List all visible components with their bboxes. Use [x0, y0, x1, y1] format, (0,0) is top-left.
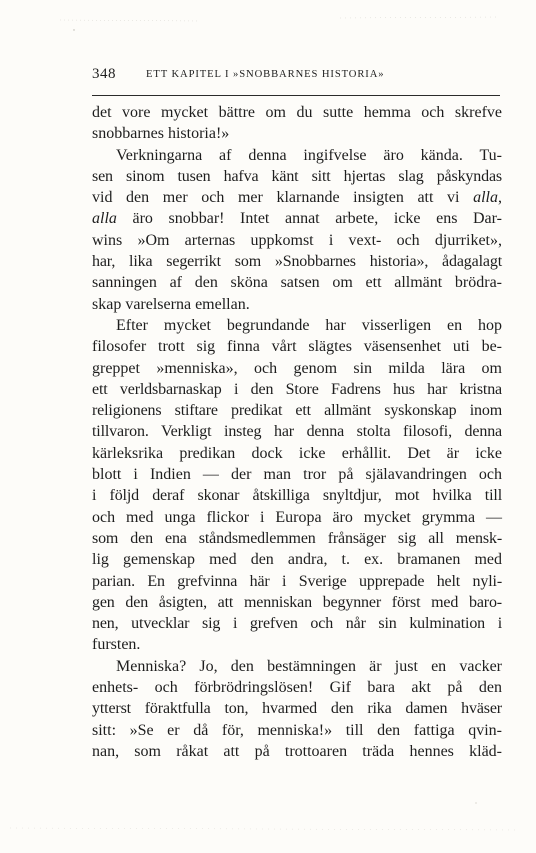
text-line: nen, utvecklar sig i grefven och når sin kulmination i [92, 615, 502, 633]
running-head: ETT KAPITEL I »SNOBBARNES HISTORIA» [146, 69, 385, 80]
text-line [92, 187, 502, 208]
text-line: skap varelserna emellan. [92, 295, 250, 313]
text-line: gen den åsigten, att menniskan begynner först med baro- [92, 593, 502, 611]
paragraph-first-line: Verkningarna af denna ingifvelse äro kända. Tu- [116, 146, 502, 164]
text-line: ytterst föraktfulla ton, hvarmed den rika damen hväser [92, 700, 502, 718]
text-line: alla äro snobbar! Intet annat arbete, icke ens Dar- [92, 210, 502, 228]
text-line: greppet »menniska», och genom sin milda lära om [92, 359, 502, 377]
text-line: fursten. [92, 636, 141, 654]
text-line: och med unga flickor i Europa äro mycket grymma — [92, 508, 502, 526]
text-line: tillvaron. Verkligt insteg har denna stolta filosofi, denna [92, 423, 502, 441]
paragraph-first-line: Efter mycket begrundande har visserligen en hop [116, 316, 502, 334]
text-line: som den ena ståndsmedlemmen frånsäger sig all mensk- [92, 529, 502, 547]
text-line: filosofer trott sig finna vårt slägtes väsensenhet uti be- [92, 338, 502, 356]
text-line: nan, som råkat att på trottoaren träda hennes kläd- [92, 742, 502, 760]
text-line: blott i Indien — der man tror på själavandringen och [92, 466, 502, 484]
page-header [92, 68, 504, 86]
text-line: ett verldsbarnaskap i den Store Fadrens hus har kristna [92, 380, 502, 398]
text-line: lig gemenskap med den andra, t. ex. bramanen med [92, 551, 502, 569]
text-line: det vore mycket bättre om du sutte hemma och skrefve [92, 104, 502, 121]
text-line: religionens stiftare predikat ett allmänt syskonskap inom [92, 402, 502, 420]
header-rule [92, 95, 500, 96]
emphasis: alla [473, 189, 498, 207]
text-line: sen sinom tusen hafva känt sitt hjertas slag påskyndas [92, 167, 502, 185]
text-line: snobbarnes historia!» [92, 125, 230, 143]
page-number: 348 [92, 66, 116, 82]
text-fragment: vid den mer och mer klarnande insigten att vi alla, [92, 189, 502, 207]
text-line: parian. En grefvinna här i Sverige upprepade helt nyli- [92, 572, 502, 590]
text-line: wins »Om arternas uppkomst i vext- och djurriket», [92, 231, 502, 249]
text-line: har, lika segerrikt som »Snobbarnes historia», ådagalagt [92, 253, 502, 271]
text-line: kärleksrika predikan dock icke erhållit. Det är icke [92, 444, 502, 462]
text-line: sanningen af den sköna satsen om ett allmänt brödra- [92, 274, 502, 292]
text-line: enhets- och förbrödringslösen! Gif bara akt på den [92, 679, 502, 697]
text-line: i följd deraf skonar åtskilliga snyltdjur, mot hvilka till [92, 487, 502, 505]
body-text [92, 102, 502, 762]
emphasis: alla [92, 210, 117, 228]
paragraph-first-line: Menniska? Jo, den bestämningen är just en vacker [116, 657, 502, 675]
text-line: sitt: »Se er då för, menniska!» till den fattiga qvin- [92, 721, 502, 739]
